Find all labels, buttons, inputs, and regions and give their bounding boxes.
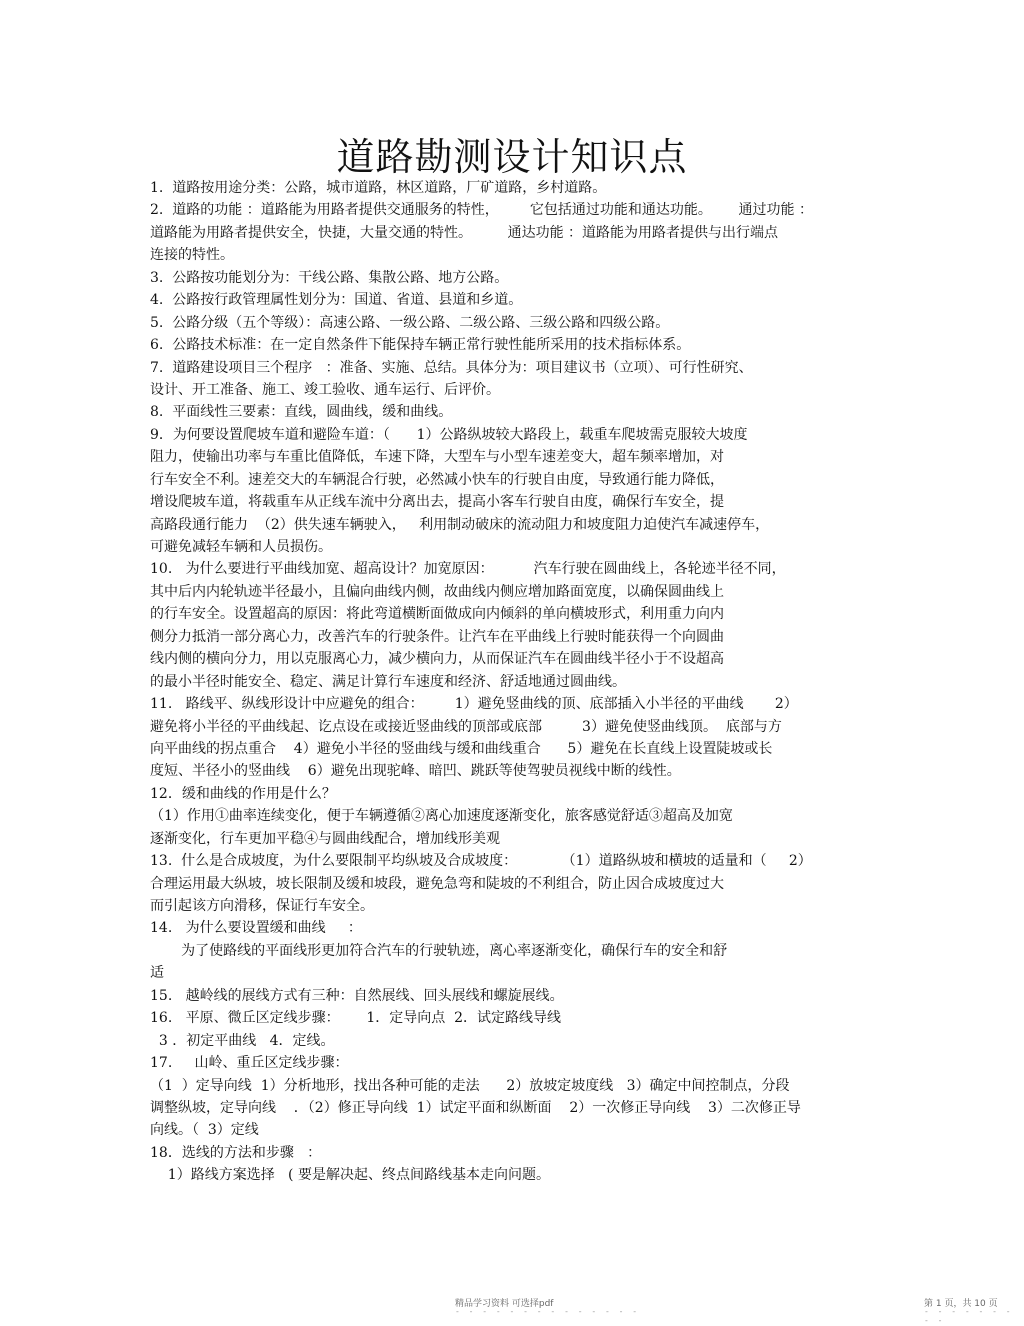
- text-line: 的最小半径时能安全、稳定、满足计算行车速度和经济、舒适地通过圆曲线。: [150, 673, 626, 690]
- text-line: 侧分力抵消一部分离心力，改善汽车的行驶条件。让汽车在平曲线上行驶时能获得一个向圆曲: [150, 628, 724, 645]
- text-line: （1）作用①曲率连续变化，便于车辆遵循②离心加速度逐渐变化，旅客感觉舒适③超高及加宽: [150, 808, 733, 825]
- text-line: 为了使路线的平面线形更加符合汽车的行驶轨迹，离心率逐渐变化，确保行车的安全和舒: [150, 942, 728, 959]
- text-line: 17. 山岭、重丘区定线步骤：: [150, 1055, 349, 1072]
- text-line: 度短、半径小的竖曲线 6）避免出现驼峰、暗凹、跳跃等使驾驶员视线中断的线性。: [150, 763, 681, 780]
- text-line: 12．缓和曲线的作用是什么？: [150, 785, 336, 802]
- text-line: 高路段通行能力 （2）供失速车辆驶入， 利用制动破床的流动阻力和坡度阻力迫使汽车减速停车，: [150, 516, 770, 533]
- document-body: [150, 177, 875, 1187]
- text-line: 10. 为什么要进行平曲线加宽、超高设计？加宽原因： 汽车行驶在圆曲线上，各轮迹半径不同，: [150, 561, 786, 578]
- text-line: 18．选线的方法和步骤 ：: [150, 1144, 322, 1161]
- text-line: 道路能为用路者提供安全，快捷，大量交通的特性。 通达功能 ：道路能为用路者提供与出行端点: [150, 224, 779, 241]
- footer-page-dashes: - - - - - - - - -: [924, 1307, 1013, 1325]
- text-line: 可避免减轻车辆和人员损伤。: [150, 539, 332, 555]
- text-line: 8. 平面线性三要素：直线，圆曲线，缓和曲线。: [150, 404, 453, 421]
- text-line: 连接的特性。: [150, 247, 234, 264]
- text-line: 9．为何要设置爬坡车道和避险车道：（ 1）公路纵坡较大路段上，载重车爬坡需克服较大坡度: [150, 426, 748, 443]
- text-line: 行车安全不利。速差交大的车辆混合行驶，必然减小快车的行驶自由度，导致通行能力降低，: [150, 471, 724, 488]
- text-line: 13. 什么是合成坡度，为什么要限制平均纵坡及合成坡度： （1）道路纵坡和横坡的适量和（ 2）: [150, 853, 812, 870]
- text-line: 其中后内内轮轨迹半径最小，且偏向曲线内侧，故曲线内侧应增加路面宽度，以确保圆曲线上: [150, 583, 724, 600]
- text-line: 1）路线方案选择 ( 要是解决起、终点间路线基本走向问题。: [150, 1167, 550, 1184]
- text-line: 的行车安全。设置超高的原因：将此弯道横断面做成向内倾斜的单向横坡形式，利用重力向内: [150, 606, 724, 623]
- text-line: 3. 公路按功能划分为：干线公路、集散公路、地方公路。: [150, 269, 509, 286]
- text-line: 5. 公路分级（五个等级）：高速公路、一级公路、二级公路、三级公路和四级公路。: [150, 314, 670, 331]
- text-line: 设计、开工准备、施工、竣工验收、通车运行、后评价。: [150, 381, 500, 398]
- text-line: 2. 道路的功能 ：道路能为用路者提供交通服务的特性， 它包括通过功能和通达功能。 通过功能 ：: [150, 202, 814, 219]
- text-line: 3 ．初定平曲线 4．定线。: [150, 1032, 335, 1049]
- text-line: 4. 公路按行政管理属性划分为：国道、省道、县道和乡道。: [150, 292, 523, 309]
- text-line: （1 ）定导向线 1）分析地形，找出各种可能的走法 2）放坡定坡度线 3）确定中间控制点，分段: [150, 1077, 790, 1094]
- text-line: 16. 平原、微丘区定线步骤： 1．定导向点 2．试定路线导线: [150, 1010, 562, 1027]
- text-line: 适: [150, 965, 164, 982]
- text-line: 合理运用最大纵坡，坡长限制及缓和坡段，避免急弯和陡坡的不利组合，防止因合成坡度过大: [150, 875, 724, 892]
- text-line: 逐渐变化，行车更加平稳④与圆曲线配合，增加线形美观: [150, 830, 500, 847]
- text-line: 向线。（ 3）定线: [150, 1122, 259, 1139]
- footer-page-number: 第 1 页，共 10 页: [924, 1299, 998, 1309]
- document-title: 道路勘测设计知识点: [336, 135, 688, 179]
- text-line: 14. 为什么要设置缓和曲线 ：: [150, 920, 362, 937]
- text-line: 线内侧的横向分力，用以克服离心力，减少横向力，从而保证汽车在圆曲线半径小于不设超高: [150, 651, 724, 668]
- text-line: 11. 路线平、纵线形设计中应避免的组合： 1）避免竖曲线的顶、底部插入小半径的平曲线 2）: [150, 696, 798, 713]
- text-line: 阻力，使输出功率与车重比值降低，车速下降，大型车与小型车速差变大，超车频率增加，对: [150, 449, 724, 466]
- text-line: 1. 道路按用途分类：公路，城市道路，林区道路，厂矿道路，乡村道路。: [150, 180, 607, 196]
- text-line: 6. 公路技术标准：在一定自然条件下能保持车辆正常行驶性能所采用的技术指标体系。: [150, 337, 691, 354]
- text-line: 15. 越岭线的展线方式有三种：自然展线、回头展线和螺旋展线。: [150, 987, 564, 1004]
- footer-source-text: 精品学习资料 可选择pdf: [455, 1299, 554, 1309]
- text-line: 调整纵坡，定导向线 ．（2）修正导向线 1）试定平面和纵断面 2）一次修正导向线 3）二次修正导: [150, 1099, 801, 1116]
- text-line: 避免将小半径的平曲线起、讫点设在或接近竖曲线的顶部或底部 3）避免使竖曲线顶。 底部与方: [150, 718, 782, 735]
- text-line: 向平曲线的拐点重合 4）避免小半径的竖曲线与缓和曲线重合 5）避免在长直线上设置陡坡或长: [150, 740, 773, 757]
- text-line: 增设爬坡车道，将载重车从正线车流中分离出去，提高小客车行驶自由度，确保行车安全，提: [150, 494, 724, 511]
- footer-source-dashes: - - - - - - - - - - - - - -: [455, 1307, 640, 1316]
- text-line: 而引起该方向滑移，保证行车安全。: [150, 898, 374, 914]
- text-line: 7. 道路建设项目三个程序 ：准备、实施、总结。具体分为：项目建议书（立项）、可行性研究、: [150, 359, 753, 376]
